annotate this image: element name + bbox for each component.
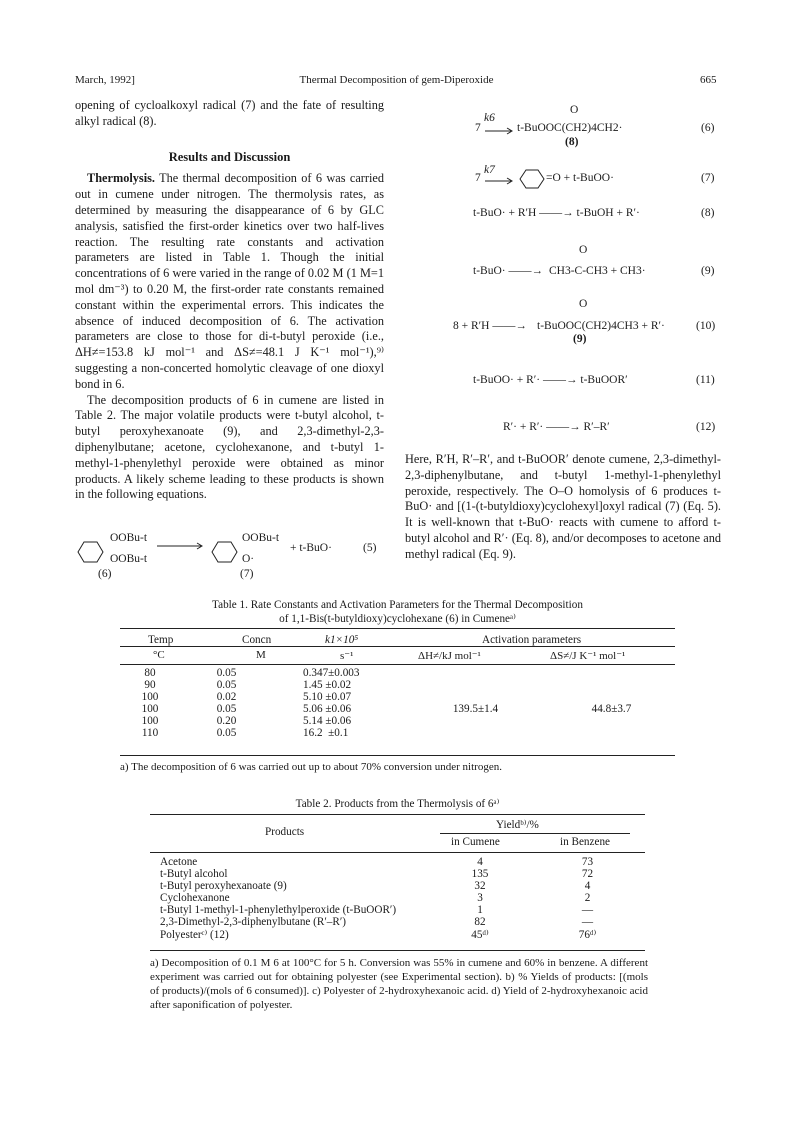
left-column [75, 98, 384, 503]
col-products: Products [265, 826, 305, 838]
table-row: 100 0.02 5.10 ±0.07 [141, 691, 352, 703]
unit-temp: °C [153, 649, 165, 661]
carbonyl-o: O [579, 298, 588, 310]
eq7-lhs: 7 [475, 172, 481, 184]
table-row: Acetone 4 73 [160, 856, 594, 868]
eq11-text: t-BuOO· + R′· ——→ t-BuOOR′ [473, 374, 628, 386]
table-row: Polyesterᶜ⁾ (12) 45ᵈ⁾ 76ᵈ⁾ [160, 929, 597, 941]
table-row: 80 0.05 0.347±0.003 [144, 667, 360, 679]
eq10-number: (10) [696, 320, 716, 332]
reactant-bottom: OOBu-t [110, 553, 148, 565]
unit-ds: ΔS≠/J K⁻¹ mol⁻¹ [550, 650, 626, 662]
carbonyl-o: O [579, 244, 588, 256]
product-top: OOBu-t [242, 532, 280, 544]
cyclohexane-ring-icon [204, 536, 244, 568]
reactant-label: (6) [98, 568, 112, 580]
table1-body [120, 667, 675, 739]
table-row: t-Butyl alcohol 135 72 [160, 868, 594, 880]
byproduct: + t-BuO· [290, 542, 332, 554]
col-activation: Activation parameters [482, 634, 582, 646]
thermolysis-paragraph [75, 171, 384, 392]
discussion-paragraph: Here, R′H, R′–R′, and t-BuOOR′ denote cumene, 2,3-dimethyl-2,3-diphenylbutane, and t-butyl 1-methyl-1-phenylethyl peroxide, respectively. The O–O homolysis of 6 produces t-BuO· and [(1-(t-butyldioxy)cyclohexyl]oxyl radical (7) (Eq. 5). It is well-known that t-BuO· reacts with cumene to afford t-butyl alcohol and R′· (Eq. 8), and/or decomposes to acetone and methyl radical (Eq. 9). [405, 452, 721, 561]
unit-concn: M [256, 649, 266, 661]
eq6-rhs: t-BuOOC(CH2)4CH2· [517, 122, 623, 134]
eq6-label: (8) [565, 136, 579, 148]
products-paragraph: The decomposition products of 6 in cumene are listed in Table 2. The major volatile products were t-butyl alcohol, t-butyl peroxyhexanoate (9), and 2,3-dimethyl-2,3-diphenylbutane; acetone, cyclohexanone, and t-butyl 1-methyl-1-phenylethyl peroxide were obtained as minor products. A likely scheme leading to these products is shown in the following equations. [75, 392, 384, 502]
eq9-rhs: CH3-C-CH3 + CH3· [549, 265, 646, 277]
col-concn: Concn [242, 634, 272, 646]
table-row: 100 0.05 5.06 ±0.06 139.5±1.4 44.8±3.7 [120, 703, 675, 715]
table1-footnote: a) The decomposition of 6 was carried out up to about 70% conversion under nitrogen. [120, 761, 502, 773]
cyclohexane-ring-icon [70, 536, 110, 568]
eq12-text: R′· + R′· ——→ R′–R′ [503, 421, 610, 433]
arrow-icon [157, 542, 205, 550]
equations-block [405, 100, 721, 480]
eq6-lhs: 7 [475, 122, 481, 134]
page-number: 665 [700, 74, 717, 86]
table2-footnote: a) Decomposition of 0.1 M 6 at 100°C for 5 h. Conversion was 55% in cumene and 60% in benzene. A different experiment was carried out for obtaining polyester (see Experimental section). b) % Yields of products: [(mols of products)/(mols of 6 consumed)]. c) Polyester of 2-hydroxyhexanoic acid. d) Yield of 2-hydroxyhexanoic acid after saponification of polyester. [150, 957, 648, 1011]
eq8-text: t-BuO· + R′H ——→ t-BuOH + R′· [473, 207, 640, 219]
arrow-icon [485, 177, 515, 185]
eq10-rhs: t-BuOOC(CH2)4CH3 + R′· [537, 320, 665, 332]
table-row: 90 0.05 1.45 ±0.02 [144, 679, 352, 691]
table-row: 110 0.05 16.2 ±0.1 [141, 727, 349, 739]
table2-body [160, 856, 645, 941]
table-row: 2,3-Dimethyl-2,3-diphenylbutane (R′–R′) 82 — [160, 916, 594, 928]
table-row: 100 0.20 5.14 ±0.06 [141, 715, 352, 727]
intro-text: opening of cycloalkoxyl radical (7) and the fate of resulting alkyl radical (8). [75, 98, 384, 128]
table2-caption: Table 2. Products from the Thermolysis of 6ᵃ⁾ [295, 798, 500, 810]
rate-constant: k7 [484, 164, 495, 176]
table1-caption-line1: Table 1. Rate Constants and Activation Parameters for the Thermal Decomposition [212, 599, 583, 611]
eq7-number: (7) [701, 172, 715, 184]
col-temp: Temp [148, 634, 174, 646]
header-date: March, 1992] [75, 74, 135, 86]
product-bottom: O· [242, 553, 255, 565]
cyclohexanone-ring-icon [517, 166, 547, 192]
col-benzene: in Benzene [560, 836, 611, 848]
col-k1: k1×10⁵ [325, 634, 359, 646]
product-label: (7) [240, 568, 254, 580]
table1-caption [120, 598, 675, 626]
arrow-icon [485, 127, 515, 135]
unit-k: s⁻¹ [340, 650, 354, 662]
table1-caption-line2: of 1,1-Bis(t-butyldioxy)cyclohexane (6) in Cumeneᵃ⁾ [279, 613, 516, 625]
table-row: t-Butyl peroxyhexanoate (9) 32 4 [160, 880, 591, 892]
unit-dh: ΔH≠/kJ mol⁻¹ [418, 650, 481, 662]
col-cumene: in Cumene [451, 836, 500, 848]
rate-constant: k6 [484, 112, 495, 124]
eq11-number: (11) [696, 374, 715, 386]
delta-h-value: 139.5±1.4 [452, 703, 499, 715]
right-column [405, 452, 721, 563]
eq10-label: (9) [573, 333, 587, 345]
eq9-lhs: t-BuO· ——→ [473, 265, 543, 277]
reactant-top: OOBu-t [110, 532, 148, 544]
delta-s-value: 44.8±3.7 [591, 703, 632, 715]
eq7-rhs: =O + t-BuOO· [546, 172, 614, 184]
eq10-lhs: 8 + R′H ——→ [453, 320, 527, 332]
eq12-number: (12) [696, 421, 716, 433]
col-yield: Yieldᵇ⁾/% [496, 819, 539, 831]
section-heading: Results and Discussion [168, 149, 291, 164]
header-title: Thermal Decomposition of gem-Diperoxide [299, 74, 494, 86]
eq6-number: (6) [701, 122, 715, 134]
paragraph-lead: Thermolysis. [87, 171, 155, 186]
table-row: t-Butyl 1-methyl-1-phenylethylperoxide (t-BuOOR′) 1 — [160, 904, 594, 916]
carbonyl-o: O [570, 104, 579, 116]
table-row: Cyclohexanone 3 2 [160, 892, 591, 904]
paragraph-body: The thermal decomposition of 6 was carried out in cumene under nitrogen. The thermolysis rates, as determined by measuring the disappearance of 6 by GLC analysis, satisfied the first-order kinetics over two half-lives reaction. The resulting rate constants and activation parameters are listed in Table 1. Though the initial concentrations of 6 were varied in the range of 0.02 M (1 M=1 mol dm⁻³) to 0.20 M, the first-order rate constants remained constant within the experimental errors. This indicates the absence of induced decomposition of 6. The activation parameters are close to those for di-t-butyl peroxide (i.e., ΔH≠=153.8 kJ mol⁻¹ and ΔS≠=48.1 J K⁻¹ mol⁻¹),⁹⁾ suggesting a non-concerted homolytic cleavage of one dioxyl bond in 6. [75, 171, 384, 391]
equation-number: (5) [363, 542, 377, 554]
eq9-number: (9) [701, 265, 715, 277]
eq8-number: (8) [701, 207, 715, 219]
scheme-5 [70, 532, 390, 582]
